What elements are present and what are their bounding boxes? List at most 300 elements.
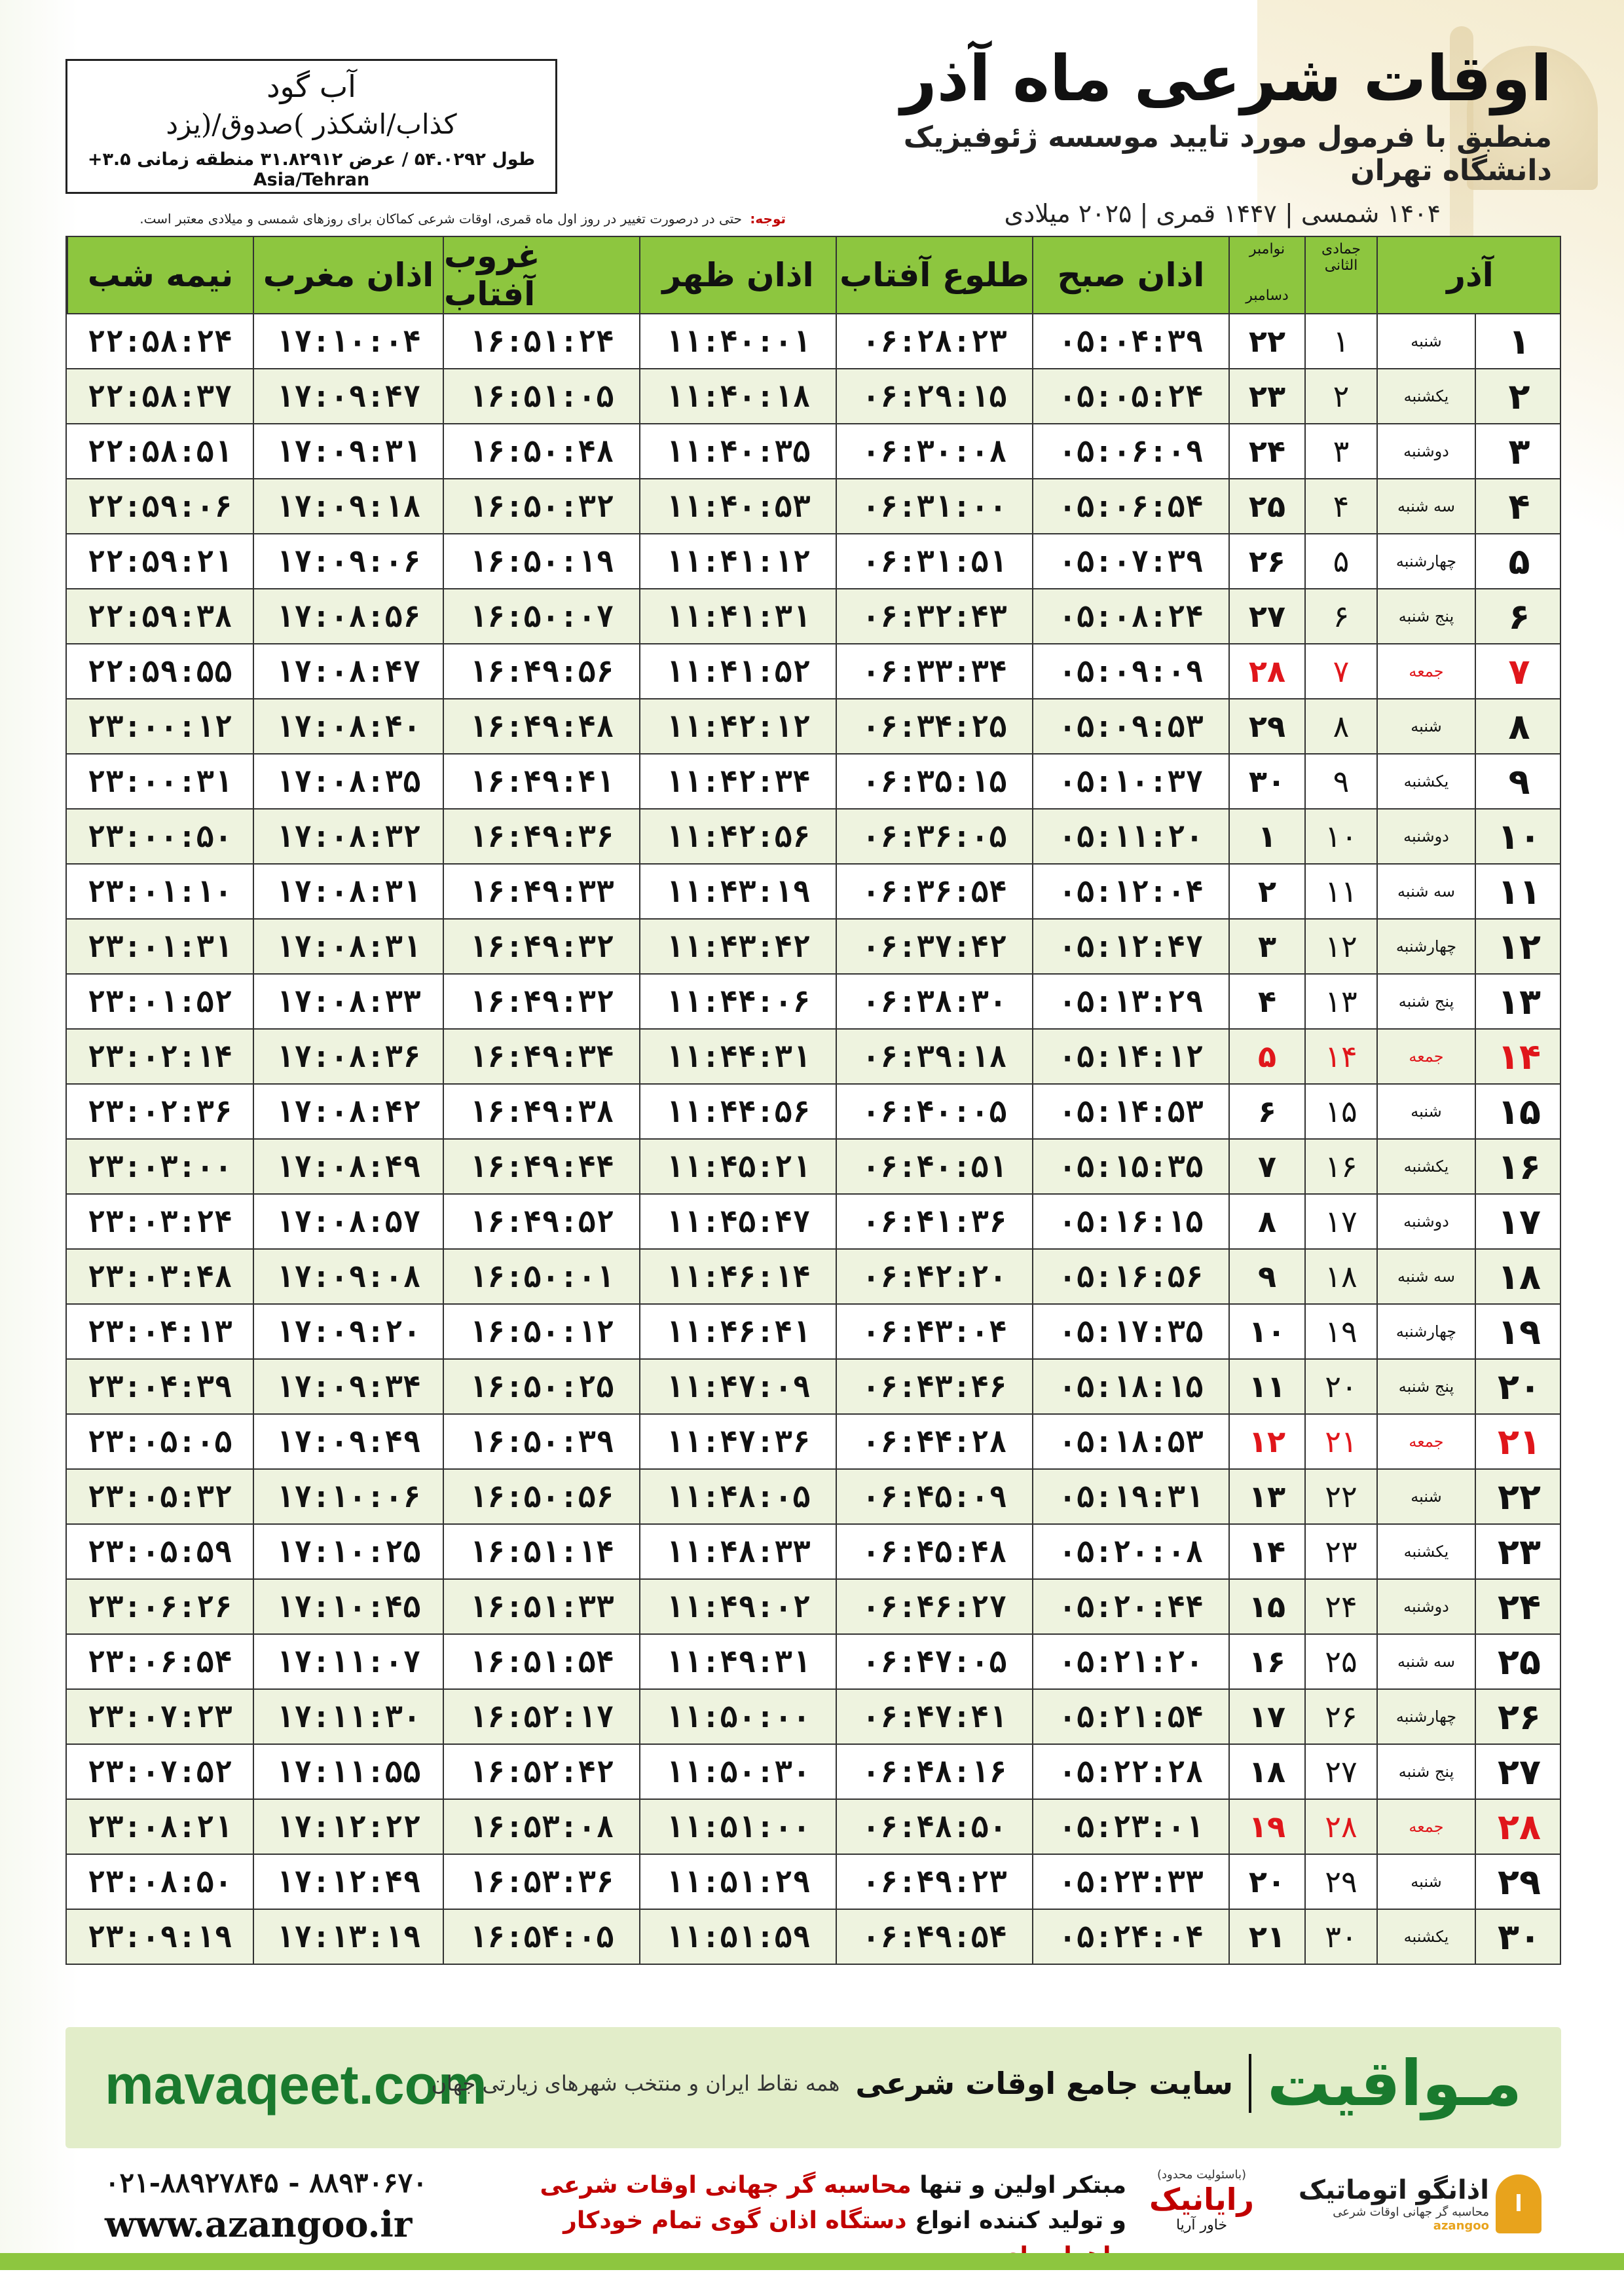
- cell-maghrib: ۱۷:۱۲:۲۲: [253, 1800, 443, 1854]
- mavaqeet-logo: مـواقیت: [1266, 2047, 1522, 2120]
- cell-q: ۲۵: [1304, 1635, 1376, 1688]
- cell-sunrise: ۰۶:۳۵:۱۵: [836, 755, 1032, 808]
- header-sunrise: طلوع آفتاب: [836, 237, 1032, 313]
- cell-dhuhr: ۱۱:۴۱:۵۲: [639, 644, 836, 698]
- header-qamari-label: جمادی الثانی: [1321, 241, 1361, 274]
- cell-sunset: ۱۶:۵۱:۳۳: [443, 1580, 639, 1633]
- cell-midnight: ۲۳:۰۹:۱۹: [87, 1919, 232, 1954]
- cell-g: ۵: [1228, 1030, 1304, 1083]
- cell-midnight: ۲۳:۰۶:۲۶: [87, 1589, 232, 1624]
- cell-w: جمعه: [1376, 1415, 1475, 1468]
- cell-fajr: ۰۵:۱۶:۵۶: [1032, 1250, 1228, 1303]
- cell-sunset: ۱۶:۴۹:۳۴: [443, 1030, 639, 1083]
- table-row: [65, 1250, 1561, 1305]
- cell-maghrib: ۱۷:۱۰:۲۵: [253, 1525, 443, 1578]
- cell-g: ۲۳: [1228, 369, 1304, 423]
- azangoo-logo: [1293, 2168, 1541, 2240]
- cell-d: ۳: [1475, 424, 1562, 478]
- cell-fajr: ۰۵:۰۸:۲۴: [1032, 589, 1228, 643]
- cell-dhuhr: ۱۱:۴۰:۵۳: [639, 479, 836, 533]
- cell-dhuhr: ۱۱:۴۳:۴۲: [639, 920, 836, 973]
- rayanik-logo: [1126, 2168, 1277, 2240]
- cell-midnight: ۲۳:۰۴:۳۹: [87, 1369, 232, 1404]
- cell-g: ۶: [1228, 1085, 1304, 1138]
- cell-d: ۲: [1475, 369, 1562, 423]
- cell-d: ۲۴: [1475, 1580, 1562, 1633]
- ad-line-2-text: و تولید کننده انواع: [906, 2207, 1126, 2234]
- cell-g: ۸: [1228, 1195, 1304, 1248]
- cell-d: ۱۱: [1475, 865, 1562, 918]
- cell-g: ۱: [1228, 810, 1304, 863]
- cell-d: ۲۳: [1475, 1525, 1562, 1578]
- table-row: [65, 369, 1561, 424]
- rayanik-logo-sub: خاور آریا: [1175, 2217, 1228, 2233]
- cell-q: ۱۸: [1304, 1250, 1376, 1303]
- cell-d: ۱: [1475, 314, 1562, 368]
- cell-fajr: ۰۵:۱۹:۳۱: [1032, 1470, 1228, 1523]
- cell-q: ۲۴: [1304, 1580, 1376, 1633]
- cell-dhuhr: ۱۱:۴۴:۳۱: [639, 1030, 836, 1083]
- cell-maghrib: ۱۷:۰۹:۳۱: [253, 424, 443, 478]
- cell-maghrib: ۱۷:۰۸:۴۰: [253, 699, 443, 753]
- cell-w: جمعه: [1376, 1800, 1475, 1854]
- cell-fajr: ۰۵:۲۰:۴۴: [1032, 1580, 1228, 1633]
- cell-d: ۸: [1475, 699, 1562, 753]
- cell-sunset: ۱۶:۵۳:۳۶: [443, 1855, 639, 1909]
- cell-midnight: ۲۲:۵۸:۳۷: [87, 379, 232, 414]
- cell-w: چهارشنبه: [1376, 1690, 1475, 1743]
- table-row: [65, 1855, 1561, 1910]
- cell-w: چهارشنبه: [1376, 1305, 1475, 1358]
- cell-g: ۹: [1228, 1250, 1304, 1303]
- cell-maghrib: ۱۷:۰۹:۴۹: [253, 1415, 443, 1468]
- cell-q: ۵: [1304, 534, 1376, 588]
- cell-sunset: ۱۶:۵۰:۱۲: [443, 1305, 639, 1358]
- cell-midnight: ۲۳:۰۱:۳۱: [87, 929, 232, 964]
- cell-sunset: ۱۶:۵۰:۳۹: [443, 1415, 639, 1468]
- cell-g: ۲۶: [1228, 534, 1304, 588]
- footer: [65, 2161, 1561, 2246]
- cell-w: چهارشنبه: [1376, 534, 1475, 588]
- cell-dhuhr: ۱۱:۴۷:۳۶: [639, 1415, 836, 1468]
- table-row: [65, 1470, 1561, 1525]
- table-row: [65, 699, 1561, 755]
- azangoo-logo-en: azangoo: [1433, 2219, 1489, 2233]
- cell-q: ۱۹: [1304, 1305, 1376, 1358]
- cell-maghrib: ۱۷:۰۸:۴۹: [253, 1140, 443, 1193]
- cell-d: ۱۴: [1475, 1030, 1562, 1083]
- cell-d: ۵: [1475, 534, 1562, 588]
- cell-fajr: ۰۵:۱۲:۰۴: [1032, 865, 1228, 918]
- cell-w: سه شنبه: [1376, 479, 1475, 533]
- cell-w: یکشنبه: [1376, 755, 1475, 808]
- azangoo-website[interactable]: www.azangoo.ir: [105, 2203, 413, 2245]
- cell-maghrib: ۱۷:۰۹:۰۶: [253, 534, 443, 588]
- cell-g: ۲۸: [1228, 644, 1304, 698]
- cell-q: ۱۲: [1304, 920, 1376, 973]
- cell-maghrib: ۱۷:۰۹:۳۴: [253, 1360, 443, 1413]
- cell-d: ۳۰: [1475, 1910, 1562, 1964]
- cell-maghrib: ۱۷:۰۸:۳۶: [253, 1030, 443, 1083]
- cell-g: ۳۰: [1228, 755, 1304, 808]
- cell-fajr: ۰۵:۲۰:۰۸: [1032, 1525, 1228, 1578]
- cell-midnight: ۲۳:۰۵:۵۹: [87, 1534, 232, 1569]
- cell-w: جمعه: [1376, 644, 1475, 698]
- cell-maghrib: ۱۷:۰۸:۳۳: [253, 975, 443, 1028]
- mavaqeet-url[interactable]: mavaqeet.com: [105, 2054, 487, 2116]
- ad-line-1: [537, 2168, 1126, 2203]
- cell-q: ۲۷: [1304, 1745, 1376, 1799]
- table-row: [65, 1635, 1561, 1690]
- location-city: آب گود: [267, 69, 356, 104]
- cell-midnight: ۲۳:۰۰:۵۰: [87, 819, 232, 854]
- cell-maghrib: ۱۷:۰۸:۴۷: [253, 644, 443, 698]
- ad-line-2-highlight: دستگاه اذان گوی تمام خودکار: [563, 2207, 907, 2234]
- cell-sunset: ۱۶:۴۹:۳۶: [443, 810, 639, 863]
- cell-fajr: ۰۵:۰۵:۲۴: [1032, 369, 1228, 423]
- cell-dhuhr: ۱۱:۵۱:۲۹: [639, 1855, 836, 1909]
- banner-description: سایت جامع اوقات شرعی: [855, 2066, 1233, 2101]
- cell-w: یکشنبه: [1376, 369, 1475, 423]
- header: [65, 39, 1578, 229]
- rayanik-logo-top: (باسئولیت محدود): [1156, 2168, 1247, 2182]
- cell-w: سه شنبه: [1376, 865, 1475, 918]
- cell-midnight: ۲۳:۰۲:۱۴: [87, 1039, 232, 1074]
- cell-midnight: ۲۲:۵۸:۵۱: [87, 434, 232, 469]
- cell-q: ۲۲: [1304, 1470, 1376, 1523]
- cell-w: پنج شنبه: [1376, 589, 1475, 643]
- cell-g: ۱۸: [1228, 1745, 1304, 1799]
- cell-sunset: ۱۶:۴۹:۴۸: [443, 699, 639, 753]
- cell-midnight: ۲۳:۰۸:۵۰: [87, 1864, 232, 1899]
- cell-maghrib: ۱۷:۰۹:۲۰: [253, 1305, 443, 1358]
- cell-q: ۷: [1304, 644, 1376, 698]
- cell-dhuhr: ۱۱:۴۵:۴۷: [639, 1195, 836, 1248]
- header-midnight: نیمه شب: [67, 237, 253, 313]
- header-month: آذر: [1376, 237, 1562, 313]
- cell-w: دوشنبه: [1376, 810, 1475, 863]
- cell-midnight: ۲۳:۰۳:۰۰: [87, 1149, 232, 1184]
- cell-q: ۲۰: [1304, 1360, 1376, 1413]
- cell-dhuhr: ۱۱:۴۴:۵۶: [639, 1085, 836, 1138]
- bottom-bar: [0, 2253, 1624, 2270]
- cell-midnight: ۲۲:۵۹:۲۱: [87, 544, 232, 579]
- cell-midnight: ۲۲:۵۸:۲۴: [87, 324, 232, 359]
- cell-sunrise: ۰۶:۴۳:۴۶: [836, 1360, 1032, 1413]
- cell-q: ۹: [1304, 755, 1376, 808]
- cell-q: ۲۹: [1304, 1855, 1376, 1909]
- cell-d: ۲۵: [1475, 1635, 1562, 1688]
- cell-dhuhr: ۱۱:۴۶:۴۱: [639, 1305, 836, 1358]
- cell-dhuhr: ۱۱:۵۰:۳۰: [639, 1745, 836, 1799]
- phone-numbers: ۰۲۱-۸۸۹۲۷۸۴۵ - ۸۸۹۳۰۶۷۰: [105, 2167, 428, 2199]
- cell-midnight: ۲۳:۰۶:۵۴: [87, 1644, 232, 1679]
- location-region: کذاب/اشکذر )صدوق/(یزد: [166, 108, 457, 140]
- cell-fajr: ۰۵:۲۳:۳۳: [1032, 1855, 1228, 1909]
- location-box: [65, 59, 557, 194]
- cell-sunrise: ۰۶:۳۷:۴۲: [836, 920, 1032, 973]
- page-title: اوقات شرعی ماه آذر: [900, 42, 1552, 115]
- header-gregorian-bottom: دسامبر: [1246, 288, 1289, 304]
- cell-dhuhr: ۱۱:۴۶:۱۴: [639, 1250, 836, 1303]
- cell-d: ۲۲: [1475, 1470, 1562, 1523]
- table-row: [65, 1415, 1561, 1470]
- cell-q: ۱۶: [1304, 1140, 1376, 1193]
- cell-sunset: ۱۶:۵۳:۰۸: [443, 1800, 639, 1854]
- cell-fajr: ۰۵:۰۶:۰۹: [1032, 424, 1228, 478]
- cell-midnight: ۲۳:۰۵:۳۲: [87, 1479, 232, 1514]
- header-maghrib: اذان مغرب: [253, 237, 443, 313]
- location-coords: طول ۵۴.۰۲۹۲ / عرض ۳۱.۸۲۹۱۲ منطقه زمانی ۳.۵+ Asia/Tehran: [87, 149, 536, 190]
- table-row: [65, 534, 1561, 589]
- cell-g: ۱۴: [1228, 1525, 1304, 1578]
- table-row: [65, 865, 1561, 920]
- cell-midnight: ۲۳:۰۱:۱۰: [87, 874, 232, 909]
- cell-fajr: ۰۵:۰۷:۳۹: [1032, 534, 1228, 588]
- azangoo-mark-icon: ا: [1496, 2174, 1541, 2233]
- cell-g: ۱۶: [1228, 1635, 1304, 1688]
- cell-sunrise: ۰۶:۴۳:۰۴: [836, 1305, 1032, 1358]
- cell-fajr: ۰۵:۱۸:۵۳: [1032, 1415, 1228, 1468]
- cell-w: سه شنبه: [1376, 1250, 1475, 1303]
- cell-q: ۱۷: [1304, 1195, 1376, 1248]
- cell-sunset: ۱۶:۴۹:۳۳: [443, 865, 639, 918]
- cell-sunrise: ۰۶:۴۸:۱۶: [836, 1745, 1032, 1799]
- cell-maghrib: ۱۷:۰۸:۵۷: [253, 1195, 443, 1248]
- cell-q: ۲۶: [1304, 1690, 1376, 1743]
- note: [65, 211, 786, 227]
- table-row: [65, 589, 1561, 644]
- table-row: [65, 1910, 1561, 1965]
- cell-sunrise: ۰۶:۳۴:۲۵: [836, 699, 1032, 753]
- table-row: [65, 644, 1561, 699]
- cell-d: ۱۲: [1475, 920, 1562, 973]
- cell-w: پنج شنبه: [1376, 1745, 1475, 1799]
- cell-q: ۱۴: [1304, 1030, 1376, 1083]
- cell-w: پنج شنبه: [1376, 975, 1475, 1028]
- cell-sunset: ۱۶:۵۴:۰۵: [443, 1910, 639, 1964]
- cell-sunset: ۱۶:۵۲:۱۷: [443, 1690, 639, 1743]
- ad-line-1-highlight: محاسبه گر جهانی اوقات شرعی: [540, 2172, 912, 2199]
- cell-w: یکشنبه: [1376, 1140, 1475, 1193]
- cell-sunset: ۱۶:۵۰:۵۶: [443, 1470, 639, 1523]
- cell-fajr: ۰۵:۱۶:۱۵: [1032, 1195, 1228, 1248]
- cell-g: ۳: [1228, 920, 1304, 973]
- cell-d: ۲۰: [1475, 1360, 1562, 1413]
- cell-midnight: ۲۳:۰۲:۳۶: [87, 1094, 232, 1129]
- table-row: [65, 1360, 1561, 1415]
- note-label: توجه:: [750, 211, 786, 227]
- cell-d: ۱۷: [1475, 1195, 1562, 1248]
- cell-midnight: ۲۳:۰۷:۲۳: [87, 1699, 232, 1734]
- cell-dhuhr: ۱۱:۴۹:۳۱: [639, 1635, 836, 1688]
- cell-g: ۲۹: [1228, 699, 1304, 753]
- cell-dhuhr: ۱۱:۴۰:۰۱: [639, 314, 836, 368]
- cell-sunrise: ۰۶:۴۷:۰۵: [836, 1635, 1032, 1688]
- cell-w: دوشنبه: [1376, 1195, 1475, 1248]
- cell-d: ۱۹: [1475, 1305, 1562, 1358]
- cell-fajr: ۰۵:۱۴:۵۳: [1032, 1085, 1228, 1138]
- cell-d: ۱۳: [1475, 975, 1562, 1028]
- cell-w: یکشنبه: [1376, 1525, 1475, 1578]
- table-row: [65, 314, 1561, 369]
- cell-w: شنبه: [1376, 1085, 1475, 1138]
- prayer-times-table: [65, 236, 1561, 1971]
- table-row: [65, 424, 1561, 479]
- cell-fajr: ۰۵:۱۳:۲۹: [1032, 975, 1228, 1028]
- cell-sunrise: ۰۶:۳۳:۳۴: [836, 644, 1032, 698]
- cell-w: جمعه: [1376, 1030, 1475, 1083]
- cell-g: ۱۰: [1228, 1305, 1304, 1358]
- cell-w: یکشنبه: [1376, 1910, 1475, 1964]
- cell-q: ۱۱: [1304, 865, 1376, 918]
- cell-sunset: ۱۶:۴۹:۴۴: [443, 1140, 639, 1193]
- cell-w: دوشنبه: [1376, 1580, 1475, 1633]
- cell-d: ۷: [1475, 644, 1562, 698]
- header-gregorian-top: نوامبر: [1249, 241, 1285, 257]
- cell-q: ۶: [1304, 589, 1376, 643]
- cell-q: ۳۰: [1304, 1910, 1376, 1964]
- cell-sunset: ۱۶:۵۱:۰۵: [443, 369, 639, 423]
- cell-d: ۲۹: [1475, 1855, 1562, 1909]
- banner-subdescription: همه نقاط ایران و منتخب شهرهای زیارتی جهان: [431, 2071, 840, 2096]
- cell-dhuhr: ۱۱:۴۸:۳۳: [639, 1525, 836, 1578]
- cell-dhuhr: ۱۱:۴۰:۱۸: [639, 369, 836, 423]
- cell-q: ۲: [1304, 369, 1376, 423]
- table-row: [65, 1525, 1561, 1580]
- cell-q: ۳: [1304, 424, 1376, 478]
- cell-fajr: ۰۵:۱۱:۲۰: [1032, 810, 1228, 863]
- cell-sunrise: ۰۶:۴۰:۵۱: [836, 1140, 1032, 1193]
- cell-sunset: ۱۶:۵۱:۱۴: [443, 1525, 639, 1578]
- cell-fajr: ۰۵:۰۹:۵۳: [1032, 699, 1228, 753]
- cell-sunrise: ۰۶:۲۸:۲۳: [836, 314, 1032, 368]
- cell-maghrib: ۱۷:۰۸:۳۵: [253, 755, 443, 808]
- table-row: [65, 1800, 1561, 1855]
- table-row: [65, 479, 1561, 534]
- cell-q: ۲۸: [1304, 1800, 1376, 1854]
- banner-divider: [1249, 2054, 1251, 2113]
- page-subtitle: منطبق با فرمول مورد تایید موسسه ژئوفیزیک دانشگاه تهران: [903, 121, 1552, 187]
- cell-sunset: ۱۶:۴۹:۳۲: [443, 975, 639, 1028]
- cell-midnight: ۲۳:۰۷:۵۲: [87, 1754, 232, 1789]
- mavaqeet-banner: [65, 2027, 1561, 2148]
- cell-maghrib: ۱۷:۱۰:۰۴: [253, 314, 443, 368]
- cell-q: ۱۵: [1304, 1085, 1376, 1138]
- cell-midnight: ۲۳:۰۰:۳۱: [87, 764, 232, 799]
- cell-sunset: ۱۶:۵۰:۴۸: [443, 424, 639, 478]
- cell-d: ۲۸: [1475, 1800, 1562, 1854]
- header-sunset: غروب آفتاب: [443, 237, 639, 313]
- header-gregorian: [1228, 237, 1304, 313]
- cell-d: ۲۷: [1475, 1745, 1562, 1799]
- cell-midnight: ۲۳:۰۵:۰۵: [87, 1424, 232, 1459]
- cell-fajr: ۰۵:۲۱:۵۴: [1032, 1690, 1228, 1743]
- cell-d: ۱۵: [1475, 1085, 1562, 1138]
- cell-midnight: ۲۳:۰۸:۲۱: [87, 1809, 232, 1844]
- cell-fajr: ۰۵:۱۲:۴۷: [1032, 920, 1228, 973]
- cell-maghrib: ۱۷:۱۱:۳۰: [253, 1690, 443, 1743]
- cell-dhuhr: ۱۱:۴۲:۱۲: [639, 699, 836, 753]
- cell-sunrise: ۰۶:۳۶:۵۴: [836, 865, 1032, 918]
- cell-sunrise: ۰۶:۳۱:۵۱: [836, 534, 1032, 588]
- cell-sunrise: ۰۶:۳۰:۰۸: [836, 424, 1032, 478]
- cell-dhuhr: ۱۱:۴۲:۳۴: [639, 755, 836, 808]
- cell-sunrise: ۰۶:۴۹:۵۴: [836, 1910, 1032, 1964]
- cell-fajr: ۰۵:۱۰:۳۷: [1032, 755, 1228, 808]
- cell-d: ۹: [1475, 755, 1562, 808]
- cell-dhuhr: ۱۱:۴۳:۱۹: [639, 865, 836, 918]
- title-block: [897, 39, 1552, 228]
- cell-g: ۲: [1228, 865, 1304, 918]
- cell-maghrib: ۱۷:۰۹:۴۷: [253, 369, 443, 423]
- note-text: حتی در درصورت تغییر در روز اول ماه قمری، اوقات شرعی کماکان برای روزهای شمسی و میلادی معتبر است.: [139, 211, 743, 227]
- cell-g: ۲۰: [1228, 1855, 1304, 1909]
- cell-sunrise: ۰۶:۳۲:۴۳: [836, 589, 1032, 643]
- cell-midnight: ۲۳:۰۳:۴۸: [87, 1259, 232, 1294]
- azangoo-logo-sub: محاسبه گر جهانی اوقات شرعی: [1333, 2205, 1489, 2219]
- cell-fajr: ۰۵:۰۶:۵۴: [1032, 479, 1228, 533]
- cell-fajr: ۰۵:۰۹:۰۹: [1032, 644, 1228, 698]
- cell-q: ۸: [1304, 699, 1376, 753]
- cell-dhuhr: ۱۱:۴۹:۰۲: [639, 1580, 836, 1633]
- cell-dhuhr: ۱۱:۴۰:۳۵: [639, 424, 836, 478]
- cell-sunset: ۱۶:۵۰:۳۲: [443, 479, 639, 533]
- cell-sunset: ۱۶:۵۲:۴۲: [443, 1745, 639, 1799]
- cell-midnight: ۲۲:۵۹:۵۵: [87, 654, 232, 689]
- cell-w: پنج شنبه: [1376, 1360, 1475, 1413]
- cell-sunrise: ۰۶:۴۷:۴۱: [836, 1690, 1032, 1743]
- header-dhuhr: اذان ظهر: [639, 237, 836, 313]
- cell-sunset: ۱۶:۴۹:۳۲: [443, 920, 639, 973]
- cell-maghrib: ۱۷:۰۹:۱۸: [253, 479, 443, 533]
- cell-fajr: ۰۵:۲۲:۲۸: [1032, 1745, 1228, 1799]
- cell-q: ۱: [1304, 314, 1376, 368]
- cell-d: ۱۰: [1475, 810, 1562, 863]
- table-row: [65, 1690, 1561, 1745]
- cell-fajr: ۰۵:۱۸:۱۵: [1032, 1360, 1228, 1413]
- cell-g: ۱۳: [1228, 1470, 1304, 1523]
- table-row: [65, 1745, 1561, 1800]
- cell-w: شنبه: [1376, 699, 1475, 753]
- cell-maghrib: ۱۷:۱۳:۱۹: [253, 1910, 443, 1964]
- cell-dhuhr: ۱۱:۴۵:۲۱: [639, 1140, 836, 1193]
- cell-midnight: ۲۳:۰۳:۲۴: [87, 1204, 232, 1239]
- cell-midnight: ۲۳:۰۴:۱۳: [87, 1314, 232, 1349]
- cell-d: ۴: [1475, 479, 1562, 533]
- cell-sunrise: ۰۶:۴۵:۴۸: [836, 1525, 1032, 1578]
- table-row: [65, 1580, 1561, 1635]
- cell-dhuhr: ۱۱:۵۰:۰۰: [639, 1690, 836, 1743]
- cell-maghrib: ۱۷:۱۱:۰۷: [253, 1635, 443, 1688]
- cell-q: ۱۰: [1304, 810, 1376, 863]
- table-row: [65, 1085, 1561, 1140]
- cell-g: ۲۲: [1228, 314, 1304, 368]
- cell-sunrise: ۰۶:۴۱:۳۶: [836, 1195, 1032, 1248]
- cell-w: دوشنبه: [1376, 424, 1475, 478]
- cell-fajr: ۰۵:۰۴:۳۹: [1032, 314, 1228, 368]
- cell-dhuhr: ۱۱:۴۱:۱۲: [639, 534, 836, 588]
- cell-q: ۴: [1304, 479, 1376, 533]
- cell-sunset: ۱۶:۵۱:۵۴: [443, 1635, 639, 1688]
- cell-q: ۲۳: [1304, 1525, 1376, 1578]
- table-row: [65, 1140, 1561, 1195]
- azangoo-logo-text: [1299, 2175, 1489, 2233]
- cell-sunset: ۱۶:۴۹:۴۱: [443, 755, 639, 808]
- cell-sunrise: ۰۶:۴۲:۲۰: [836, 1250, 1032, 1303]
- cell-fajr: ۰۵:۲۱:۲۰: [1032, 1635, 1228, 1688]
- cell-maghrib: ۱۷:۰۹:۰۸: [253, 1250, 443, 1303]
